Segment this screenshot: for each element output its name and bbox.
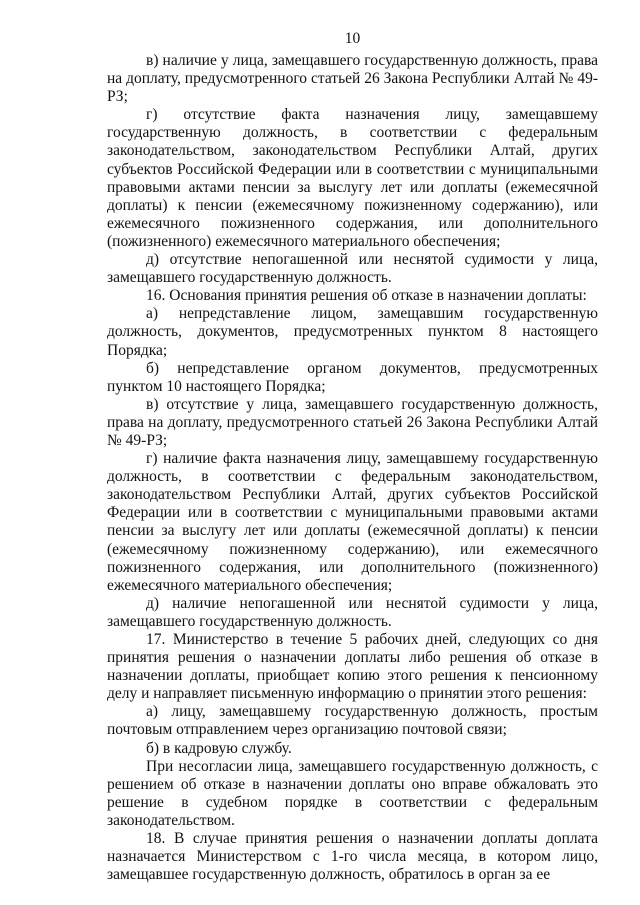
paragraph-item-a-2: а) лицу, замещавшему государственную должность, простым почтовым отправлением через организацию почтовой связи; [107, 703, 598, 739]
paragraph-item-g-2: г) наличие факта назначения лицу, замещавшему государственную должность, в соответствии с федеральным законодательством, законодательством Республики Алтай, других субъектов Российской Федерации или в соответствии с муниципальными правовыми актами пенсии за выслугу лет или доплаты (ежемесячной доплаты) к пенсии (ежемесячному пожизненному содержанию), или ежемесячного пожизненного содержания, или дополнительного (пожизненного) ежемесячного материального обеспечения; [107, 450, 598, 594]
paragraph-item-v-2: в) отсутствие у лица, замещавшего государственную должность, права на доплату, предусмотренного статьей 26 Закона Республики Алтай № 49-РЗ; [107, 395, 598, 449]
paragraph-item-d: д) отсутствие непогашенной или неснятой судимости у лица, замещавшего государственную должность. [107, 251, 598, 287]
paragraph-section-16: 16. Основания принятия решения об отказе в назначении доплаты: [146, 287, 587, 305]
page-number: 10 [344, 30, 361, 47]
paragraph-item-d-2: д) наличие непогашенной или неснятой судимости у лица, замещавшего государственную должность. [107, 594, 598, 630]
paragraph-item-v: в) наличие у лица, замещавшего государственную должность, права на доплату, предусмотренного статьей 26 Закона Республики Алтай № 49-РЗ; [107, 52, 598, 106]
paragraph-item-a: а) непредставление лицом, замещавшим государственную должность, документов, предусмотренных пунктом 8 настоящего Порядка; [107, 305, 598, 359]
paragraph-item-g: г) отсутствие факта назначения лицу, замещавшему государственную должность, в соответствии с федеральным законодательством, законодательством Республики Алтай, других субъектов Российской Федерации или в соответствии с муниципальными правовыми актами пенсии за выслугу лет или доплаты (ежемесячной доплаты) к пенсии (ежемесячному пожизненному содержанию), или ежемесячного пожизненного содержания, или дополнительного (пожизненного) ежемесячного материального обеспечения; [107, 106, 598, 250]
paragraph-item-b-2: б) в кадровую службу. [146, 739, 292, 757]
paragraph-item-b: б) непредставление органом документов, предусмотренных пунктом 10 настоящего Порядка; [107, 359, 598, 395]
paragraph-section-18: 18. В случае принятия решения о назначении доплаты доплата назначается Министерством с 1-го числа месяца, в котором лицо, замещавшее государственную должность, обратилось в орган за ее [107, 830, 598, 884]
paragraph-section-17: 17. Министерство в течение 5 рабочих дней, следующих со дня принятия решения о назначении доплаты либо решения об отказе в назначении доплаты, приобщает копию этого решения к пенсионному делу и направляет письменную информацию о принятии этого решения: [107, 631, 598, 703]
paragraph-appeal: При несогласии лица, замещавшего государственную должность, с решением об отказе в назначении доплаты оно вправе обжаловать это решение в судебном порядке в соответствии с федеральным законодательством. [107, 757, 598, 829]
